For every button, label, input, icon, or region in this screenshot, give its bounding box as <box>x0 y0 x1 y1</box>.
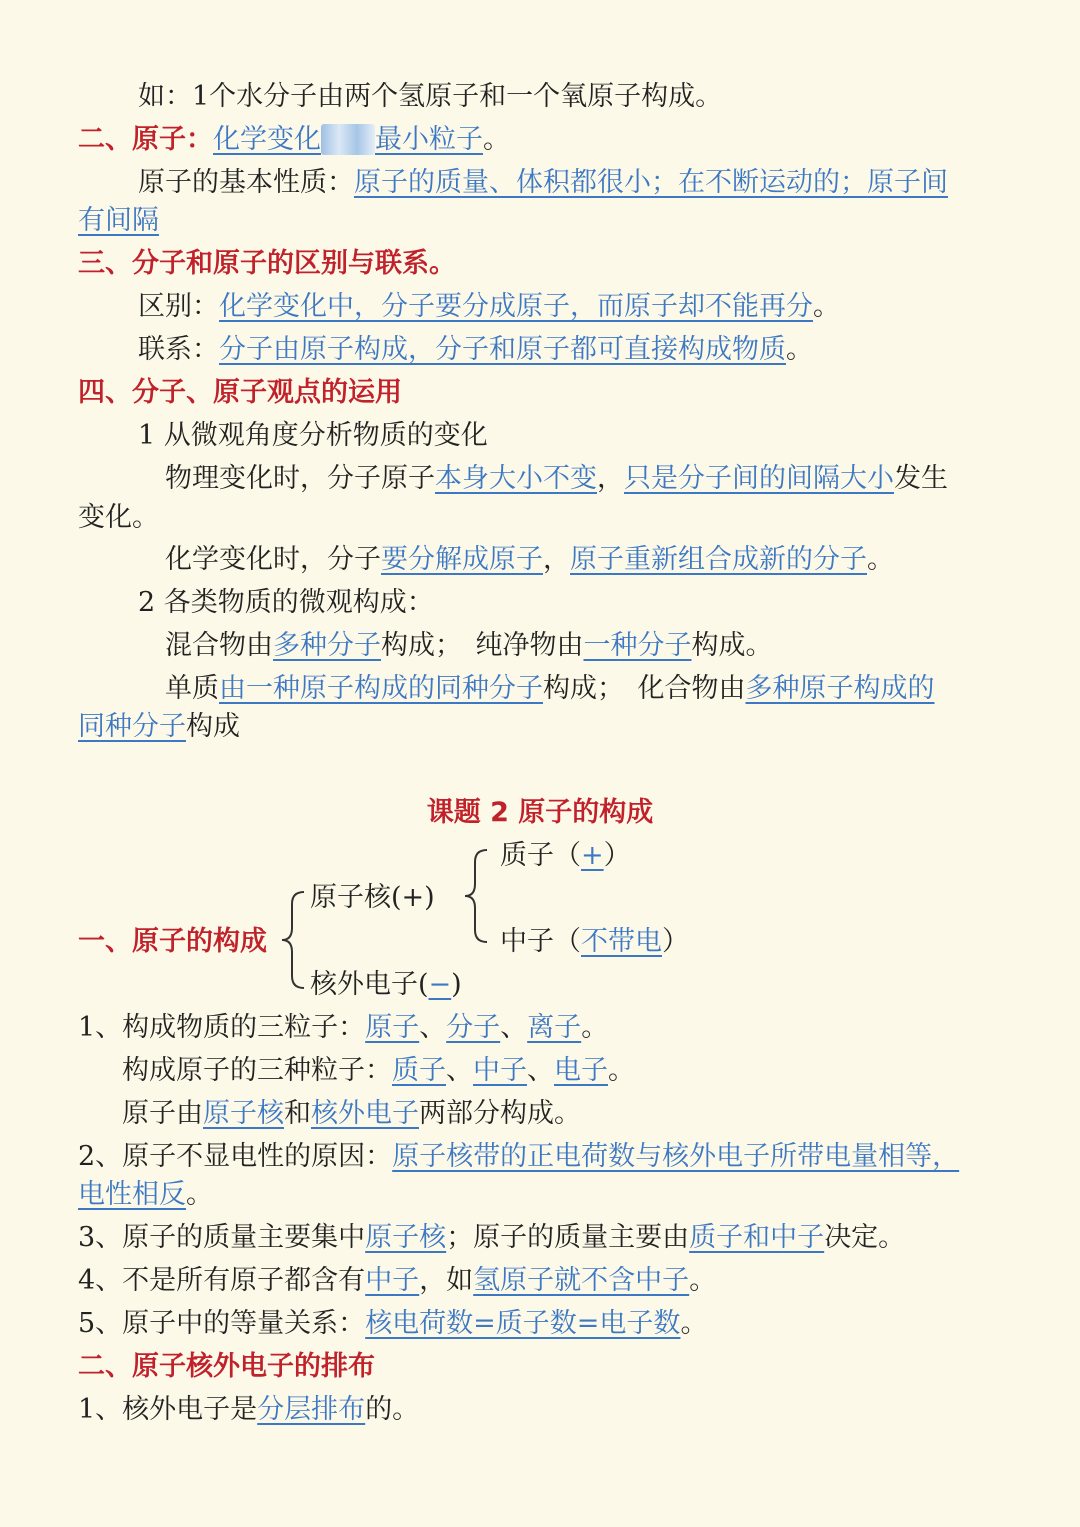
point-2-u2: 电性相反 <box>78 1179 186 1210</box>
electron-node <box>310 965 1008 1005</box>
punct: ） <box>603 840 631 871</box>
element-u: 由一种原子构成的同种分子 <box>219 673 543 704</box>
punct: 、 <box>527 1055 554 1086</box>
point-4-label: 4、不是所有原子都含有 <box>78 1265 366 1296</box>
point-3-tail: 决定。 <box>824 1222 906 1253</box>
electron-charge: − <box>428 969 452 1000</box>
atom-property-line <box>138 163 1008 203</box>
point-5 <box>78 1304 1008 1344</box>
sub2-line <box>138 583 1008 623</box>
electron-heading: 二、原子核外电子的排布 <box>78 1351 375 1382</box>
physical-tail-2: 变化。 <box>78 502 159 533</box>
element-line-2 <box>78 707 1008 747</box>
point-2-cont <box>78 1175 1008 1215</box>
point-2-u1: 原子核带的正电荷数与核外电子所带电量相等， <box>392 1141 960 1172</box>
point-4-u2: 氢原子就不含中子 <box>473 1265 690 1296</box>
point-1b-label: 构成原子的三种粒子： <box>122 1055 392 1086</box>
compound-u1: 多种原子构成的 <box>745 673 935 704</box>
compound-tail: 构成 <box>186 711 240 742</box>
punct: 、 <box>500 1012 528 1043</box>
chemical-label: 化学变化时，分子 <box>165 544 381 575</box>
difference-label: 区别： <box>138 291 219 322</box>
application-heading: 四、分子、原子观点的运用 <box>78 377 402 408</box>
punct: 。 <box>786 334 813 365</box>
atom-definition-line <box>78 120 1008 160</box>
point-2-label: 2、原子不显电性的原因： <box>78 1141 393 1172</box>
point-1-u2: 分子 <box>446 1012 501 1043</box>
pure-u: 一种分子 <box>583 630 692 661</box>
atom-heading: 二、原子： <box>78 124 213 155</box>
punct: 。 <box>867 544 894 575</box>
point-1-u1: 原子 <box>365 1012 420 1043</box>
point-3-mid: ；原子的质量主要由 <box>446 1222 690 1253</box>
chemical-u1: 要分解成原子 <box>381 544 543 575</box>
point-1c-u2: 核外电子 <box>311 1098 419 1129</box>
physical-change-line <box>165 459 1008 499</box>
sub1-line <box>138 416 1008 456</box>
electron-point-u: 分层排布 <box>257 1394 366 1425</box>
physical-label: 物理变化时，分子原子 <box>165 463 435 494</box>
point-3-u2: 质子和中子 <box>689 1222 825 1253</box>
connection-text: 分子由原子构成，分子和原子都可直接构成物质 <box>219 334 786 365</box>
electron-section-heading <box>78 1347 1008 1387</box>
punct: ， <box>597 463 624 494</box>
punct: 。 <box>608 1055 635 1086</box>
property-label: 原子的基本性质： <box>138 167 354 198</box>
diagram-brace-main <box>280 890 310 990</box>
punct: 。 <box>186 1179 213 1210</box>
point-1b-u2: 中子 <box>473 1055 527 1086</box>
electron-point-tail: 的。 <box>365 1394 420 1425</box>
point-1c-mid: 和 <box>284 1098 311 1129</box>
neutron-node <box>500 922 1008 962</box>
section4-heading <box>78 373 1008 413</box>
punct: 、 <box>446 1055 473 1086</box>
connection-label: 联系： <box>138 334 219 365</box>
punct: ） <box>662 926 689 957</box>
point-1c-label: 原子由 <box>122 1098 203 1129</box>
example-text: 如：1个水分子由两个氢原子和一个氧原子构成。 <box>138 81 723 112</box>
point-5-u: 核电荷数=质子数=电子数 <box>365 1308 681 1339</box>
mixture-label: 混合物由 <box>165 630 273 661</box>
neutron-label: 中子（ <box>500 926 581 957</box>
point-3-label: 3、原子的质量主要集中 <box>78 1222 366 1253</box>
physical-u2: 只是分子间的间隔大小 <box>624 463 894 494</box>
atom-def-part2: 最小粒子 <box>375 124 483 155</box>
point-4-u1: 中子 <box>365 1265 420 1296</box>
pure-label: 构成； 纯净物由 <box>381 630 584 661</box>
punct: 。 <box>813 291 840 322</box>
point-1-u3: 离子 <box>527 1012 582 1043</box>
example-line <box>138 77 1008 117</box>
punct: ， <box>543 544 570 575</box>
diagram-root-label: 一、原子的构成 <box>78 926 267 957</box>
connection-line <box>138 330 1008 370</box>
punct: ) <box>451 969 462 1000</box>
lesson-title-line <box>0 793 1080 833</box>
physical-tail: 发生 <box>894 463 948 494</box>
electron-point-label: 1、核外电子是 <box>78 1394 258 1425</box>
sub1-text: 1 从微观角度分析物质的变化 <box>138 420 488 451</box>
point-3-u1: 原子核 <box>365 1222 447 1253</box>
point-4-mid: ，如 <box>419 1265 474 1296</box>
point-1c <box>122 1094 1008 1134</box>
electron-point-1 <box>78 1390 1008 1430</box>
pure-tail: 构成。 <box>691 630 773 661</box>
proton-node <box>500 836 1008 876</box>
atom-def-part1: 化学变化 <box>213 124 321 155</box>
point-1 <box>78 1008 1008 1048</box>
compound-label: 构成； 化合物由 <box>543 673 746 704</box>
point-3 <box>78 1218 1008 1258</box>
section3-heading <box>78 244 1008 284</box>
property-text-2: 有间隔 <box>78 205 159 236</box>
chemical-change-line <box>165 540 1008 580</box>
difference-text: 化学变化中，分子要分成原子，而原子却不能再分 <box>219 291 813 322</box>
point-1b-u1: 质子 <box>392 1055 446 1086</box>
physical-u1: 本身大小不变 <box>435 463 597 494</box>
point-2 <box>78 1137 1008 1177</box>
difference-heading: 三、分子和原子的区别与联系。 <box>78 248 456 279</box>
point-1b-u3: 电子 <box>554 1055 608 1086</box>
chemical-u2: 原子重新组合成新的分子 <box>570 544 867 575</box>
physical-change-line-2 <box>78 498 1008 538</box>
sub2-text: 2 各类物质的微观构成： <box>138 587 434 618</box>
lesson-title: 课题 2 原子的构成 <box>426 797 654 828</box>
proton-charge: + <box>581 840 604 871</box>
electron-label: 核外电子( <box>310 969 429 1000</box>
point-4 <box>78 1261 1008 1301</box>
nucleus-label: 原子核(+) <box>310 882 435 913</box>
property-text-1: 原子的质量、体积都很小；在不断运动的；原子间 <box>354 167 948 198</box>
mixture-u: 多种分子 <box>273 630 381 661</box>
blurred-text <box>321 124 375 155</box>
element-line <box>165 669 1008 709</box>
compound-u2: 同种分子 <box>78 711 186 742</box>
point-5-label: 5、原子中的等量关系： <box>78 1308 366 1339</box>
punct: 。 <box>680 1308 708 1339</box>
element-label: 单质 <box>165 673 219 704</box>
punct: 。 <box>483 124 510 155</box>
neutron-charge: 不带电 <box>581 926 662 957</box>
nucleus-node <box>310 878 1008 918</box>
point-1c-tail: 两部分构成。 <box>419 1098 581 1129</box>
punct: 、 <box>419 1012 447 1043</box>
difference-line <box>138 287 1008 327</box>
proton-label: 质子（ <box>500 840 581 871</box>
punct: 。 <box>689 1265 717 1296</box>
point-1-label: 1、构成物质的三粒子： <box>78 1012 366 1043</box>
point-1b <box>122 1051 1008 1091</box>
point-1c-u1: 原子核 <box>203 1098 284 1129</box>
diagram-brace-nucleus <box>463 848 493 944</box>
atom-property-line-2 <box>78 201 1008 241</box>
mixture-line <box>165 626 1008 666</box>
punct: 。 <box>581 1012 609 1043</box>
